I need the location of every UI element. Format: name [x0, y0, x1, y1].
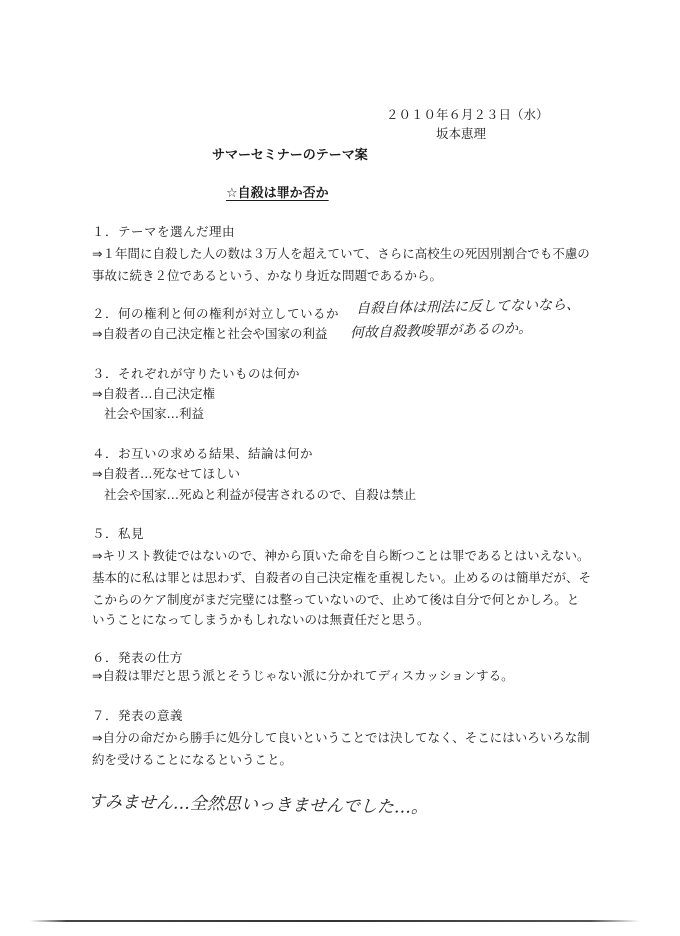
section-4-line-2: 社会や国家…死ぬと利益が侵害されるので、自殺は禁止: [104, 487, 417, 502]
section-2-heading: ２．何の権利と何の権利が対立しているか: [92, 306, 340, 321]
handwritten-note-line-1: 自殺自体は刑法に反してないなら、: [355, 297, 581, 317]
page-title: サマーセミナーのテーマ案: [212, 148, 368, 163]
scan-edge-line: [30, 920, 640, 922]
section-5-line-4: いうことになってしまうかもしれないのは無責任だと思う。: [92, 612, 430, 627]
section-2-line-1: ⇒自殺者の自己決定権と社会や国家の利益: [92, 326, 328, 341]
section-1-heading: １．テーマを選んだ理由: [92, 224, 236, 239]
section-1-line-2: 事故に続き２位であるという、かなり身近な問題であるから。: [92, 268, 443, 283]
section-6-heading: ６．発表の仕方: [92, 650, 184, 665]
section-5-line-3: こからのケア制度がまだ完璧には整っていないので、止めて後は自分で何とかしろ。と: [92, 592, 580, 607]
section-3-line-2: 社会や国家…利益: [104, 406, 205, 421]
section-5-line-1: ⇒キリスト教徒ではないので、神から頂いた命を自ら断つことは罪であるとはいえない。: [92, 548, 590, 563]
section-3-heading: ３．それぞれが守りたいものは何か: [92, 366, 301, 381]
section-6-line-1: ⇒自殺は罪だと思う派とそうじゃない派に分かれてディスカッションする。: [92, 668, 514, 683]
section-7-heading: ７．発表の意義: [92, 708, 184, 723]
section-4-heading: ４．お互いの求める結果、結論は何か: [92, 446, 314, 461]
section-5-heading: ５．私見: [92, 526, 145, 541]
section-3-line-1: ⇒自殺者…自己決定権: [92, 386, 215, 401]
handwritten-note-line-2: 何故自殺教唆罪があるのか。: [349, 320, 533, 342]
section-1-line-1: ⇒１年間に自殺した人の数は３万人を超えていて、さらに高校生の死因別割合でも不慮の: [92, 246, 590, 261]
date-text: ２０１０年６月２３日（水）: [386, 107, 549, 122]
page-subtitle: ☆自殺は罪か否か: [226, 186, 329, 201]
section-5-line-2: 基本的に私は罪とは思わず、自殺者の自己決定権を重視したい。止めるのは簡単だが、そ: [92, 570, 592, 585]
section-7-line-2: 約を受けることになるということ。: [92, 752, 293, 767]
section-7-line-1: ⇒自分の命だから勝手に処分して良いということでは決してなく、そこにはいろいろな制: [92, 730, 590, 745]
section-4-line-1: ⇒自殺者…死なせてほしい: [92, 466, 240, 481]
handwritten-apology: すみません…全然思いっきませんでした…。: [87, 792, 429, 818]
author-name: 坂本恵理: [436, 126, 487, 141]
